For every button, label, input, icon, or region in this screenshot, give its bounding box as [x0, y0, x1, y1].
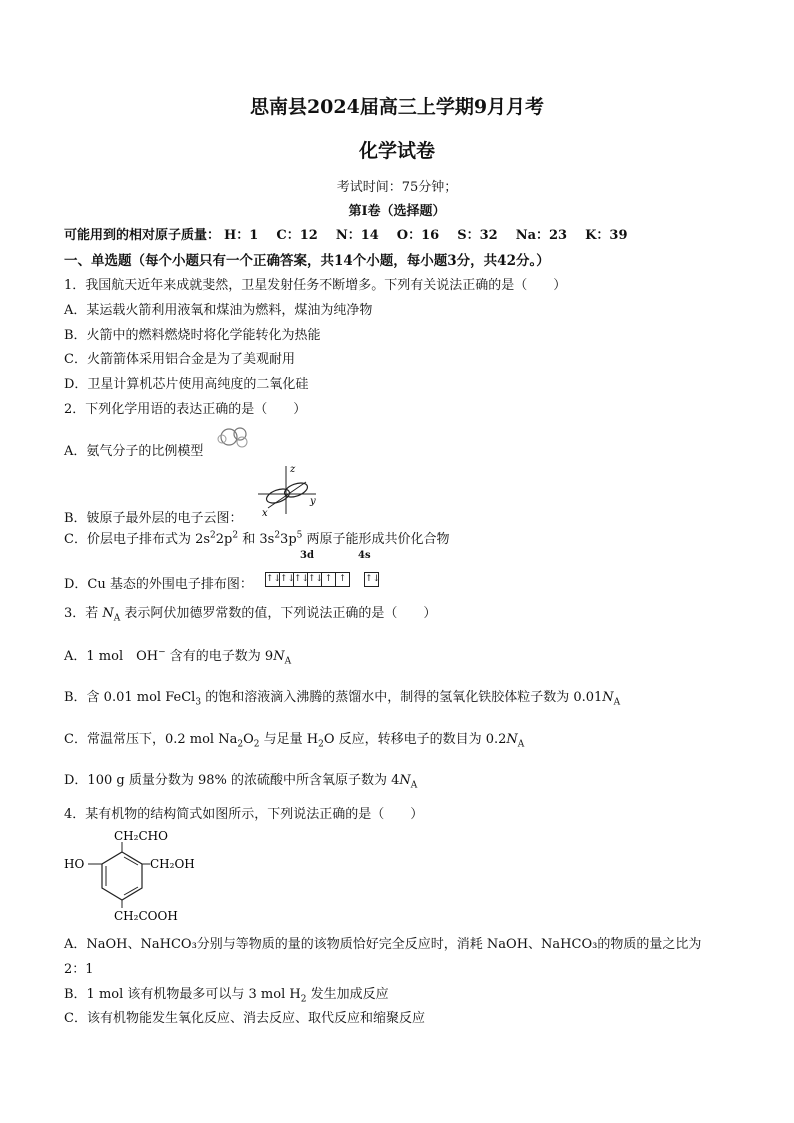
atomic-mass-line	[64, 224, 646, 243]
q2-c-text-4: 3p	[280, 532, 297, 547]
section-heading: 一、单选题（每个小题只有一个正确答案，共14个小题，每小题3分，共42分。）	[64, 253, 550, 269]
na-sub: A	[517, 739, 525, 750]
atomic-mass-k: K：39	[585, 228, 628, 243]
cloud-x-label: x	[262, 508, 268, 518]
q3-a-text-1: A．1 mol OH	[64, 649, 159, 664]
q3-stem-text-1: 3．若	[64, 606, 103, 621]
orbital-4s-label: 4s	[358, 550, 371, 561]
atomic-mass-o: O：16	[396, 228, 440, 243]
q3-c-text-1: C．常温常压下，0.2 mol Na	[64, 732, 238, 747]
exam-subtitle: 化学试卷	[358, 140, 435, 162]
q3-c-text-4: O 反应，转移电子的数目为 0.2	[323, 732, 507, 747]
structure-diagram	[62, 826, 212, 924]
q2-option-d: D．Cu 基态的外围电子排布图：	[64, 577, 253, 592]
q3-option-c: C．常温常压下，0.2 mol $Na_2O_2$ 与足量 $H_2O$ 反应，转移电子的数目为 $0.2N_A$	[64, 732, 525, 750]
q3-option-d	[64, 769, 417, 791]
q3-option-a	[64, 645, 291, 667]
na-sub: A	[113, 613, 121, 624]
part-heading: 第Ⅰ卷（选择题）	[348, 204, 446, 219]
na-symbol: N	[273, 649, 285, 664]
orbital-diagram	[266, 566, 379, 587]
na-symbol: N	[506, 732, 518, 747]
q2-option-a-text: A．氨气分子的比例模型	[64, 444, 204, 459]
q2-option-b: B．铍原子最外层的电子云图：	[64, 511, 243, 526]
cloud-z-label: z	[290, 464, 296, 475]
q3-d-text: D．100 g 质量分数为 98% 的浓硫酸中所含氧原子数为 4	[64, 773, 400, 788]
orbital-3d-label: 3d	[300, 550, 314, 561]
q3-stem	[64, 602, 436, 624]
q4-option-b: B．1 mol 该有机物最多可以与 3 mol $H_2$ 发生加成反应	[64, 987, 389, 1005]
q2-option-a	[64, 440, 203, 459]
ammonia-model-image	[214, 426, 256, 450]
q1-option-b: B．火箭中的燃料燃烧时将化学能转化为热能	[64, 328, 321, 343]
q1-option-c: C．火箭箭体采用铝合金是为了美观耐用	[64, 352, 295, 367]
electron-cloud-diagram	[254, 462, 324, 518]
na-sub: A	[613, 697, 621, 708]
q1-option-a: A．某运载火箭利用液氧和煤油为燃料，煤油为纯净物	[64, 303, 373, 318]
q2-c-text-1: C．价层电子排布式为 2s	[64, 532, 211, 547]
na-sub: A	[284, 656, 292, 667]
q4-option-a-line1: A．NaOH、NaHCO₃分别与等物质的量的该物质恰好完全反应时，消耗 NaOH、NaHCO₃的物质的量之比为	[64, 937, 702, 952]
exam-time: 考试时间：75分钟；	[336, 180, 458, 195]
structure-right-group: CH₂OH	[150, 857, 195, 871]
na-symbol: N	[102, 606, 114, 621]
q4-stem: 4．某有机物的结构简式如图所示，下列说法正确的是（ ）	[64, 807, 424, 822]
q1-option-d: D．卫星计算机芯片使用高纯度的二氧化硅	[64, 377, 309, 392]
q2-c-text-3: 和 3s	[238, 532, 275, 547]
q3-option-b: B．含 0.01 mol FeCl$_3$ 的饱和溶液滴入沸腾的蒸馏水中，制得的氢氧化铁胶体粒子数为 $0.01N_A$	[64, 690, 621, 708]
q3-b-text-2: 的饱和溶液滴入沸腾的蒸馏水中，制得的氢氧化铁胶体粒子数为 0.01	[201, 690, 603, 705]
q2-c-text-2: 2p	[215, 532, 233, 547]
q4-option-c: C．该有机物能发生氧化反应、消去反应、取代反应和缩聚反应	[64, 1011, 425, 1026]
atomic-mass-na: Na：23	[515, 228, 568, 243]
q4-b-text-1: B．1 mol 该有机物最多可以与 3 mol H	[64, 987, 301, 1002]
na-symbol: N	[399, 773, 411, 788]
q2-option-c: C．价层电子排布式为 $2s^22p^2$ 和 $3s^23p^5$ 两原子能形成共价化合物	[64, 530, 450, 547]
q3-a-text-2: 含有的电子数为 9	[165, 649, 274, 664]
q3-b-text-1: B．含 0.01 mol FeCl	[64, 690, 196, 705]
na-sub: A	[410, 780, 418, 791]
cloud-y-label: y	[310, 496, 316, 507]
atomic-mass-s: S：32	[457, 228, 498, 243]
q3-c-text-3: 与足量 H	[259, 732, 319, 747]
exam-title: 思南县2024届高三上学期9月月考	[249, 96, 545, 118]
atomic-mass-c: C：12	[276, 228, 318, 243]
atomic-mass-h: H：1	[224, 228, 259, 243]
q2-c-text-5: 两原子能形成共价化合物	[302, 532, 450, 547]
structure-left-group: HO	[64, 857, 85, 871]
structure-bottom-group: CH₂COOH	[114, 909, 178, 923]
q1-stem: 1．我国航天近年来成就斐然，卫星发射任务不断增多。下列有关说法正确的是（ ）	[64, 278, 567, 293]
q3-c-text-2: O	[243, 732, 254, 747]
q3-a-minus: −	[158, 647, 166, 658]
q4-b-text-2: 发生加成反应	[306, 987, 389, 1002]
atomic-mass-n: N：14	[335, 228, 379, 243]
structure-top-group: CH₂CHO	[114, 829, 168, 843]
na-symbol: N	[602, 690, 614, 705]
orbital-3d-boxes: ↑↓↑↓↑↓↑↓ ↑ ↑	[266, 566, 350, 587]
q3-stem-text-2: 表示阿伏加德罗常数的值，下列说法正确的是（ ）	[120, 606, 437, 621]
orbital-4s-box: ↑↓	[365, 566, 379, 587]
atomic-mass-label: 可能用到的相对原子质量：	[64, 228, 221, 243]
q2-stem: 2．下列化学用语的表达正确的是（ ）	[64, 402, 307, 417]
q4-option-a-line2: 2：1	[64, 962, 94, 977]
